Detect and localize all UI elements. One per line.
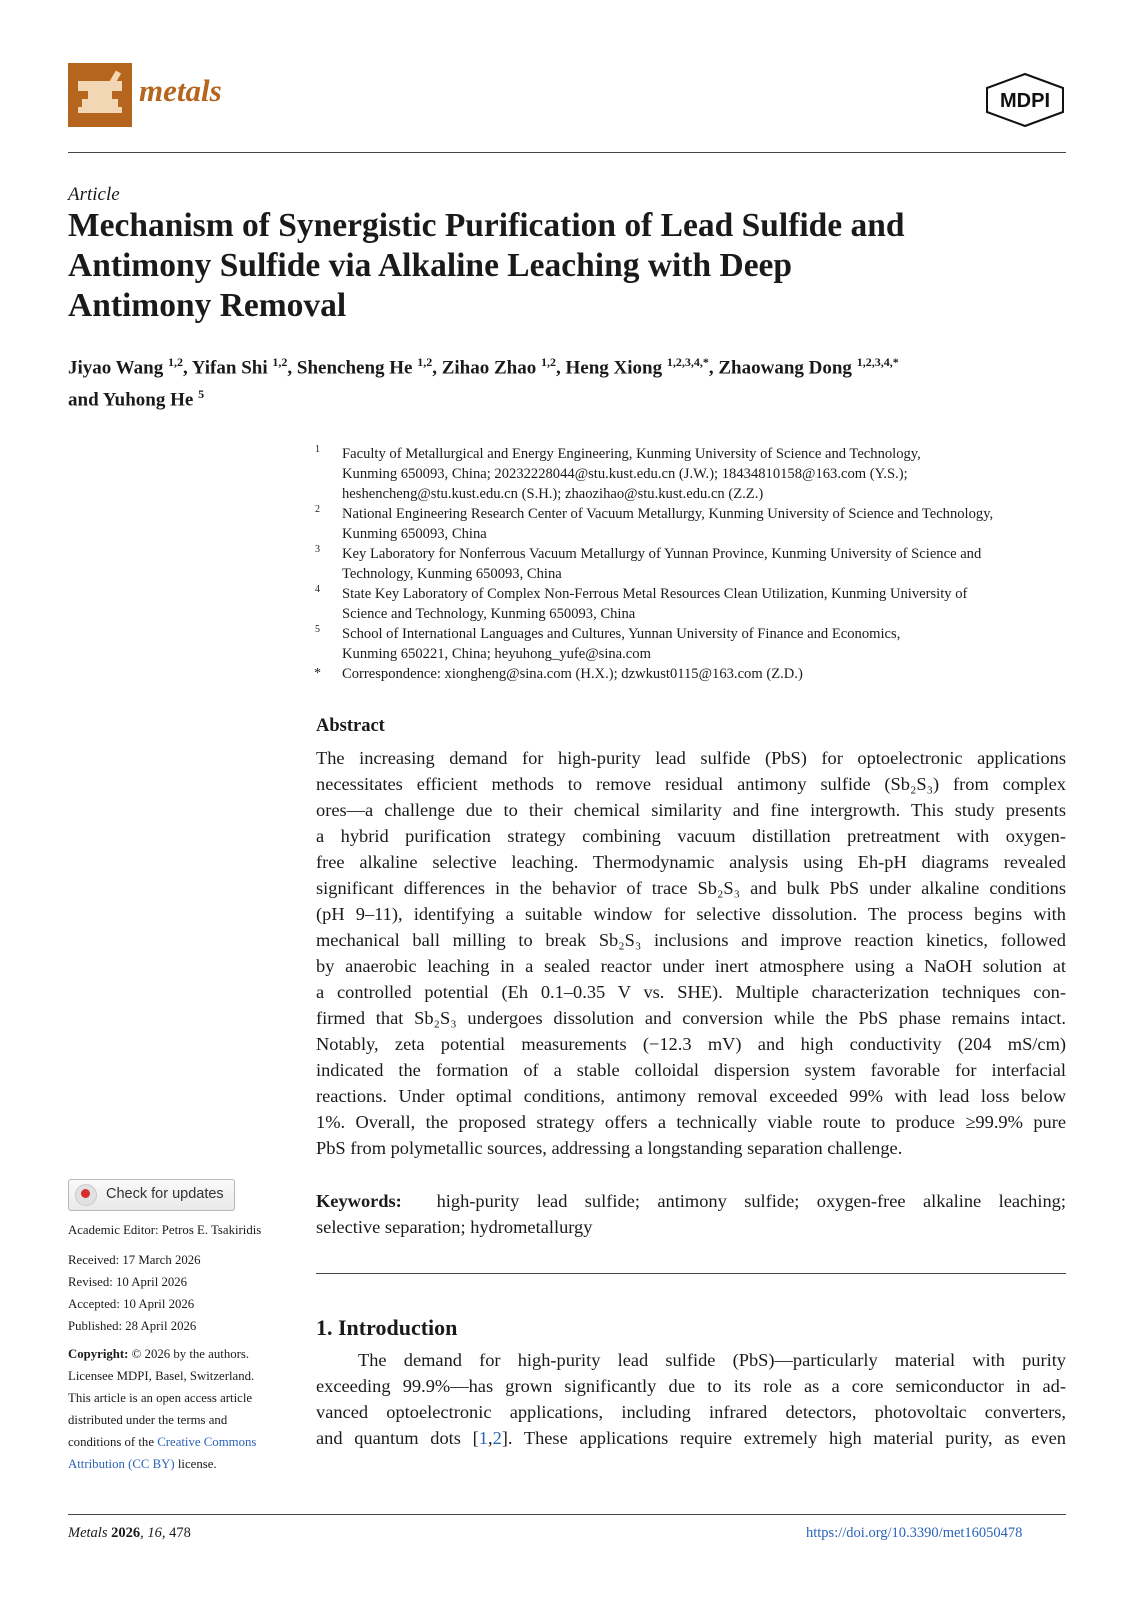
abstract-line: by anaerobic leaching in a sealed reactor under inert atmosphere using a NaOH solution at — [316, 956, 1066, 976]
affiliation-item — [312, 444, 1072, 504]
header-divider — [68, 152, 1066, 153]
affiliation-number: 3 — [315, 544, 320, 555]
copyright-label: Copyright: — [68, 1347, 129, 1361]
anvil-icon — [68, 63, 132, 127]
affiliation-item — [312, 544, 1072, 584]
copyright-text: Licensee MDPI, Basel, Switzerland. — [68, 1369, 255, 1383]
affiliation-line: State Key Laboratory of Complex Non-Ferrous Metal Resources Clean Utilization, Kunming University of — [342, 586, 968, 602]
copyright-text: © 2026 by the authors. — [128, 1347, 250, 1361]
abstract-body — [316, 745, 1066, 1161]
abstract-line: Notably, zeta potential measurements (−12.3 mV) and high conductivity (204 mS/cm) — [316, 1034, 1066, 1054]
abstract-line: free alkaline selective leaching. Thermodynamic analysis using Eh-pH diagrams revealed — [316, 852, 1066, 872]
keywords-text: high-purity lead sulfide; antimony sulfide; oxygen-free alkaline leaching; — [436, 1191, 1066, 1211]
affiliation-line: Science and Technology, Kunming 650093, China — [342, 606, 636, 622]
article-type: Article — [68, 184, 120, 205]
revised-date: Revised: 10 April 2026 — [68, 1275, 188, 1289]
footer-year: 2026 — [111, 1525, 141, 1541]
abstract-line: indicated the formation of a stable colloidal dispersion system favorable for interfacial — [316, 1060, 1066, 1080]
affiliation-number: 4 — [315, 584, 320, 595]
affiliation-line: National Engineering Research Center of Vacuum Metallurgy, Kunming University of Science and Technology, — [342, 506, 994, 522]
license-link[interactable]: Attribution (CC BY) — [68, 1457, 175, 1471]
keywords-line — [316, 1188, 1066, 1214]
section-divider — [316, 1273, 1066, 1274]
author-affiliation: 1,2 — [417, 355, 433, 369]
affiliation-line: Correspondence: xiongheng@sina.com (H.X.); dzwkust0115@163.com (Z.D.) — [342, 666, 803, 682]
published-date: Published: 28 April 2026 — [68, 1319, 197, 1333]
mdpi-logo — [983, 72, 1067, 128]
affiliation-item — [312, 624, 1072, 664]
affiliation-line: Kunming 650221, China; heyuhong_yufe@sina.com — [342, 646, 651, 662]
journal-logo — [68, 63, 132, 127]
affiliation-line: Kunming 650093, China — [342, 526, 487, 542]
check-updates-icon — [75, 1184, 97, 1206]
author-affiliation: 1,2 — [272, 355, 288, 369]
keywords-text: selective separation; hydrometallurgy — [316, 1217, 593, 1237]
author-name[interactable]: Jiyao Wang — [68, 357, 164, 379]
abstract-line: The increasing demand for high-purity lead sulfide (PbS) for optoelectronic applications — [316, 748, 1066, 768]
paper-title — [68, 206, 1058, 326]
intro-text: , — [487, 1428, 493, 1448]
author-name[interactable]: Heng Xiong — [565, 357, 663, 379]
citation-link[interactable]: 1 — [478, 1428, 488, 1448]
affiliation-line: Faculty of Metallurgical and Energy Engineering, Kunming University of Science and Technology, — [342, 446, 921, 462]
citation-link[interactable]: 2 — [492, 1428, 502, 1448]
copyright-text: license. — [174, 1457, 217, 1471]
section-heading: 1. Introduction — [316, 1315, 458, 1340]
abstract-line: (pH 9–11), identifying a suitable window for selective dissolution. The process begins with — [316, 904, 1066, 924]
abstract-line: ores—a challenge due to their chemical similarity and fine intergrowth. This study presents — [316, 800, 1066, 820]
title-line: Antimony Removal — [68, 287, 347, 324]
author-conjunction: and — [68, 389, 99, 411]
intro-line: vanced optoelectronic applications, including infrared detectors, photovoltaic converters, — [316, 1402, 1066, 1422]
author-name[interactable]: Yuhong He — [102, 389, 194, 411]
author-affiliation: 1,2,3,4,* — [856, 355, 899, 369]
abstract-line: 1%. Overall, the proposed strategy offers a technically viable route to produce ≥99.9% pure — [316, 1112, 1066, 1132]
received-date: Received: 17 March 2026 — [68, 1253, 201, 1267]
keywords — [316, 1188, 1066, 1240]
correspondence-marker: * — [314, 666, 321, 681]
footer-volume: 16 — [147, 1525, 162, 1541]
intro-line: The demand for high-purity lead sulfide (PbS)—particularly material with purity — [358, 1350, 1066, 1370]
intro-line — [316, 1425, 1066, 1451]
license-link[interactable]: Creative Commons — [157, 1435, 257, 1449]
footer-article-number: 478 — [169, 1525, 191, 1541]
affiliation-line: School of International Languages and Cultures, Yunnan University of Finance and Economics, — [342, 626, 901, 642]
journal-citation: Metals 2026, 16, 478 — [68, 1525, 191, 1541]
author-name[interactable]: Yifan Shi — [191, 357, 268, 379]
accepted-date: Accepted: 10 April 2026 — [68, 1297, 195, 1311]
footer-divider — [68, 1514, 1066, 1515]
copyright-text: This article is an open access article — [68, 1391, 253, 1405]
affiliation-item — [312, 584, 1072, 624]
affiliation-item — [312, 504, 1072, 544]
author-name[interactable]: Zhaowang Dong — [718, 357, 852, 379]
abstract-line: necessitates efficient methods to remove residual antimony sulfide (Sb₂S₃) from complex — [316, 774, 1066, 794]
author-name[interactable]: Zihao Zhao — [441, 357, 537, 379]
affiliation-line: Kunming 650093, China; 20232228044@stu.kust.edu.cn (J.W.); 18434810158@163.com (Y.S.); — [342, 466, 908, 482]
correspondence-item — [312, 664, 1072, 684]
title-line: Mechanism of Synergistic Purification of Lead Sulfide and — [68, 207, 905, 244]
intro-text: ]. These applications require extremely high material purity, as even — [501, 1428, 1066, 1448]
abstract-line: PbS from polymetallic sources, addressing a longstanding separation challenge. — [316, 1138, 903, 1158]
author-name[interactable]: Shencheng He — [296, 357, 413, 379]
author-affiliation: 5 — [198, 387, 205, 402]
author-affiliation: 1,2 — [167, 355, 183, 369]
affiliation-line: Key Laboratory for Nonferrous Vacuum Metallurgy of Yunnan Province, Kunming University of Science and — [342, 546, 982, 562]
check-updates-label: Check for updates — [106, 1186, 224, 1202]
doi-link[interactable]: https://doi.org/10.3390/met16050478 — [806, 1525, 1023, 1541]
academic-editor: Academic Editor: Petros E. Tsakiridis — [68, 1223, 262, 1237]
affiliation-line: Technology, Kunming 650093, China — [342, 566, 562, 582]
abstract-heading: Abstract — [316, 716, 385, 736]
affiliation-line: heshencheng@stu.kust.edu.cn (S.H.); zhaozihao@stu.kust.edu.cn (Z.Z.) — [342, 486, 764, 502]
keywords-label: Keywords: — [316, 1191, 402, 1211]
intro-line: exceeding 99.9%—has grown significantly due to its role as a core semiconductor in ad- — [316, 1376, 1066, 1396]
article-info-sidebar — [68, 1219, 288, 1475]
copyright-text: distributed under the terms and — [68, 1413, 228, 1427]
intro-text: and quantum dots [ — [316, 1428, 479, 1448]
affiliation-number: 2 — [315, 504, 320, 515]
intro-body — [316, 1347, 1066, 1451]
title-line: Antimony Sulfide via Alkaline Leaching with Deep — [68, 247, 793, 284]
abstract-line: reactions. Under optimal conditions, antimony removal exceeded 99% with lead loss below — [316, 1086, 1066, 1106]
abstract-line: a controlled potential (Eh 0.1–0.35 V vs. SHE). Multiple characterization techniques con- — [316, 982, 1066, 1002]
affiliation-list — [312, 444, 1072, 684]
copyright-notice — [68, 1343, 288, 1475]
abstract-line: significant differences in the behavior of trace Sb₂S₃ and bulk PbS under alkaline conditions — [316, 878, 1066, 898]
journal-name: metals — [139, 73, 222, 108]
abstract-line: mechanical ball milling to break Sb₂S₃ inclusions and improve reaction kinetics, followed — [316, 930, 1066, 950]
check-updates-button[interactable] — [68, 1179, 235, 1211]
author-affiliation: 1,2,3,4,* — [666, 355, 709, 369]
abstract-line: firmed that Sb₂S₃ undergoes dissolution and conversion while the PbS phase remains intact. — [316, 1008, 1066, 1028]
affiliation-number: 1 — [315, 444, 320, 455]
copyright-text: conditions of the — [68, 1435, 158, 1449]
footer-journal: Metals — [68, 1525, 108, 1541]
abstract-line: a hybrid purification strategy combining vacuum distillation pretreatment with oxygen- — [316, 826, 1066, 846]
svg-text:MDPI: MDPI — [1000, 90, 1050, 112]
affiliation-number: 5 — [315, 624, 320, 635]
author-affiliation: 1,2 — [541, 355, 556, 369]
author-list: Jiyao Wang $^{1,2}$, Yifan Shi $^{1,2}$, Shencheng He $^{1,2}$, Zihao Zhao $^{1,2}$, Heng Xiong $^{1,2,3,4,*}$, Zhaowang Dong $^{1,2,3,4,*}$ and Yuhong He $^5$ — [68, 355, 899, 411]
